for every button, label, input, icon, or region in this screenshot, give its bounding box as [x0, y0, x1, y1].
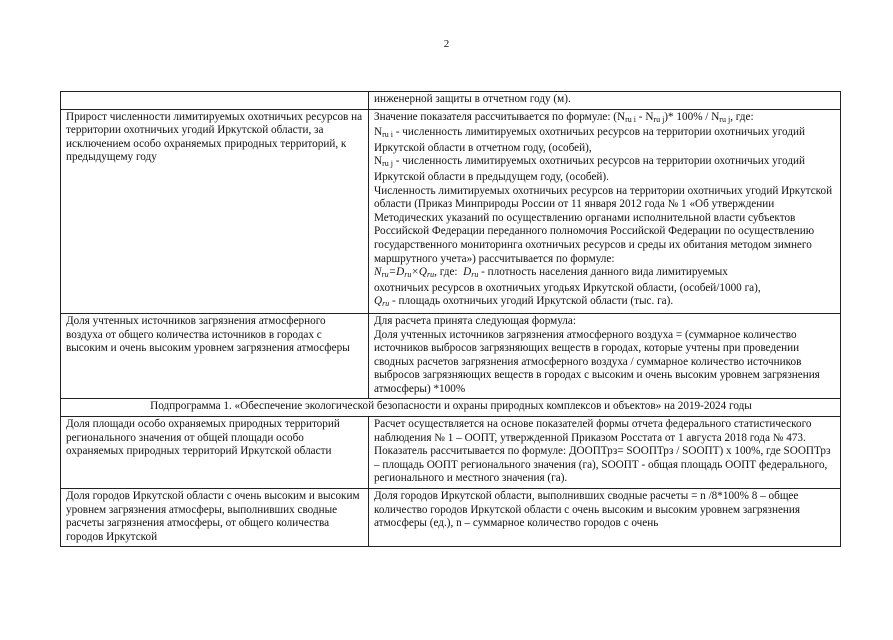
symbol: ×Q: [411, 266, 427, 279]
symbol: D: [463, 266, 472, 279]
subscript: ru j: [382, 159, 393, 169]
symbol: N: [374, 266, 382, 279]
paragraph: Численность лимитируемых охотничьих ресурсов на территории охотничьих угодий Иркутской области (Приказ Минприроды России от 11 января 2012 года № 1 «Об утверждении Методических указаний по осуществлению органами исполнительной власти субъектов Российской Федерации переданного полномочия Российской Федерации по осуществлению государственного мониторинга охотничьих ресурсов и среды их обитания методом зимнего маршрутного учета») рассчитывается по формуле:: [374, 184, 833, 265]
definition-text: - численность лимитируемых охотничьих ресурсов на территории охотничьих угодий Иркутской области в предыдущем году, (особей).: [374, 155, 805, 183]
table-cell-right: [369, 489, 841, 547]
table-row: [61, 399, 841, 417]
definition-line: охотничьих ресурсов в охотничьих угодьях Иркутской области, (особей/1000 га),: [374, 281, 761, 294]
table-row: [61, 109, 841, 313]
table-row: [61, 417, 841, 489]
symbol: =D: [388, 266, 405, 279]
formula-text: Значение показателя рассчитывается по формуле: (N: [374, 110, 626, 123]
formula-text: - N: [636, 110, 654, 123]
table-row: [61, 92, 841, 110]
indicator-name: Доля городов Иркутской области с очень высоким и высоким уровнем загрязнения атмосферы, выполнивших сводные расчеты загрязнения атмосферы, от общего количества городов Иркутской: [66, 490, 360, 543]
subscript: ru j: [719, 114, 731, 124]
cell-text: Расчет осуществляется на основе показателей формы отчета федерального статистического наблюдения № 1 – ООПТ, утвержденной Приказом Росстата от 1 августа 2018 года № 473. Показатель рассчитывается по формуле: ДООПТрз= SООПТрз / SООПТ) х 100%, где SООПТрз – площадь ООПТ регионального значения (га), SООПТ - общая площадь ООПТ федерального, регионального и местного значения (га).: [374, 418, 831, 485]
indicator-name: Доля учтенных источников загрязнения атмосферного воздуха от общего количества источников в городах с высоким и очень высоким уровнем загрязнения атмосферы: [66, 314, 350, 355]
table-cell-right: [369, 92, 841, 110]
table-cell-left: [61, 92, 369, 110]
symbol: N: [374, 126, 383, 139]
cell-text: Для расчета принята следующая формула:: [374, 314, 576, 327]
formula-text: , где:: [730, 110, 754, 123]
subscript: ru: [382, 299, 390, 309]
definition-text: - площадь охотничьих угодий Иркутской области (тыс. га).: [389, 295, 674, 308]
subscript: ru i: [625, 114, 636, 124]
subscript: ru: [381, 270, 389, 280]
table-cell-right: [369, 417, 841, 489]
subscript: ru: [427, 270, 435, 280]
definition-text: - плотность населения данного вида лимитируемых: [478, 266, 728, 279]
page-number: 2: [443, 38, 450, 50]
table-cell-left: [61, 417, 369, 489]
definition-line: [374, 155, 836, 184]
subscript: ru j: [653, 114, 665, 124]
indicator-name: Прирост численности лимитируемых охотничьих ресурсов на территории охотничьих угодий Иркутской области, за исключением особо охраняемых природных территорий, к предыдущему году: [66, 110, 363, 164]
formula-line: [374, 111, 836, 127]
table-row: [61, 313, 841, 399]
indicator-name: Доля площади особо охраняемых природных территорий регионального значения от общей площади особо охраняемых природных территорий Иркутской области: [66, 418, 340, 458]
formula-text: , где:: [434, 266, 458, 279]
symbol: N: [374, 155, 383, 168]
formula-line: [374, 266, 836, 282]
table-row: [61, 489, 841, 547]
cell-text: Доля учтенных источников загрязнения атмосферного воздуха = (суммарное количество источников выбросов загрязняющих веществ в городах, которые учтены при проведении сводных расчетов загрязнения атмосферного воздуха / суммарное количество источников выбросов загрязняющих веществ в городах с высоким и очень высоким уровнем загрязнения атмосферы) *100%: [374, 328, 820, 395]
definition-line: [374, 295, 836, 311]
table-cell-left: [61, 313, 369, 399]
subprogram-heading: Подпрограмма 1. «Обеспечение экологической безопасности и охраны природных комплексов и объектов» на 2019-2024 годы: [61, 399, 841, 417]
cell-text: Доля городов Иркутской области, выполнивших сводные расчеты = n /8*100% 8 – общее количество городов Иркутской области с очень высоким и высоким уровнем загрязнения атмосферы (ед.), n – суммарное количество городов с очень: [374, 490, 801, 530]
definition-line: [374, 126, 836, 155]
table-cell-right: [369, 313, 841, 399]
symbol: Q: [374, 295, 383, 308]
table-cell-left: [61, 489, 369, 547]
formula-text: )* 100% / N: [664, 110, 720, 123]
subscript: ru: [404, 270, 412, 280]
table-cell-right: [369, 109, 841, 313]
subscript: ru i: [382, 130, 393, 140]
definition-text: - численность лимитируемых охотничьих ресурсов на территории охотничьих угодий Иркутской области в отчетном году, (особей),: [374, 126, 805, 154]
subscript: ru: [471, 270, 479, 280]
indicator-table: [60, 91, 841, 547]
table-cell-left: [61, 109, 369, 313]
cell-text: инженерной защиты в отчетном году (м).: [374, 93, 571, 105]
